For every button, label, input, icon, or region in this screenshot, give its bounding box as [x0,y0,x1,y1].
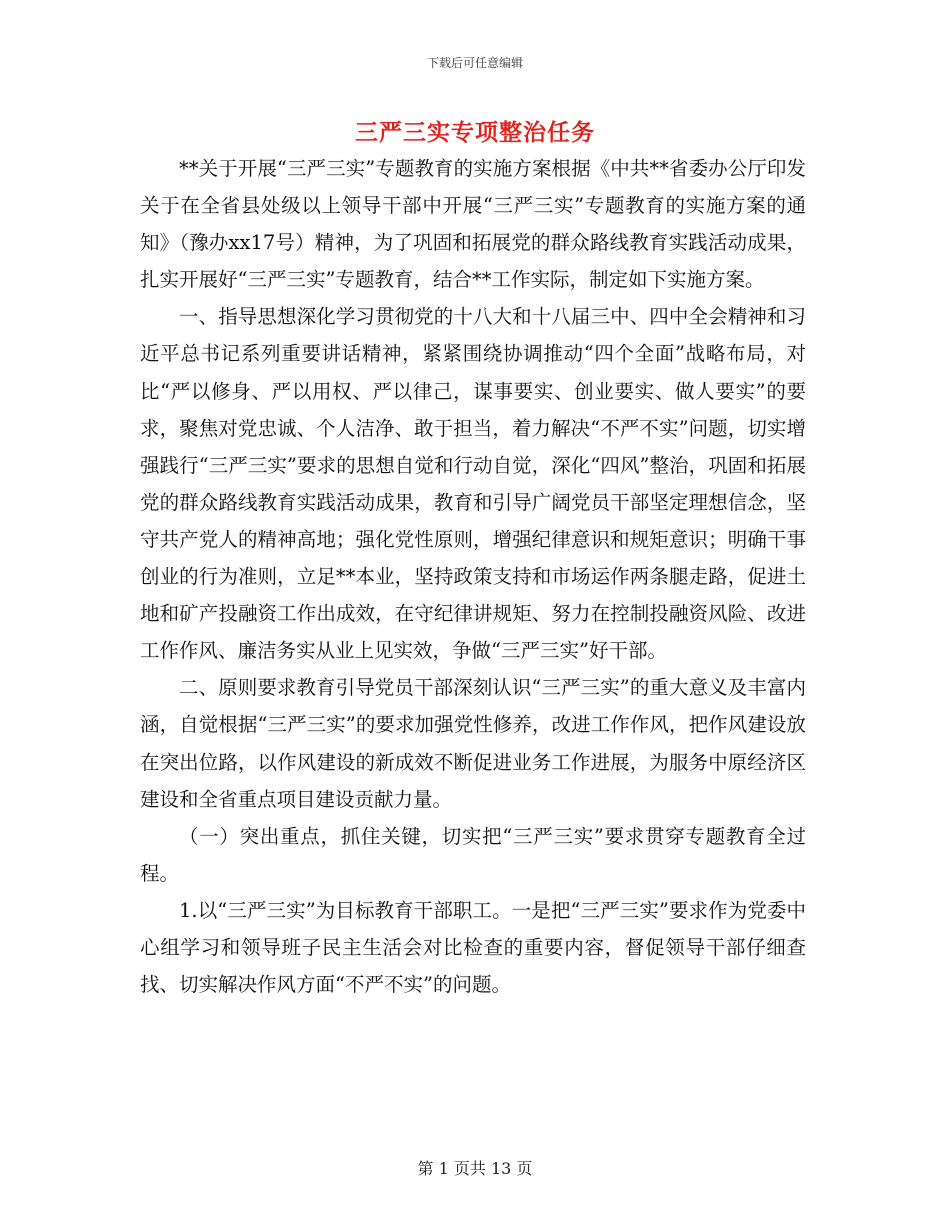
paragraph-intro: **关于开展“三严三实”专题教育的实施方案根据《中共**省委办公厅印发关于在全省县处级以上领导干部中开展“三严三实”专题教育的实施方案的通知》（豫办xx17号）精神，为了巩固和拓展党的群众路线教育实践活动成果，扎实开展好“三严三实”专题教育，结合**工作实际，制定如下实施方案。 [140,157,806,292]
document-body [140,150,806,1003]
paragraph-section-1: （一）突出重点，抓住关键，切实把“三严三实”要求贯穿专题教育全过程。 [140,824,806,885]
paragraph-item-1: 1.以“三严三实”为目标教育干部职工。一是把“三严三实”要求作为党委中心组学习和领导班子民主生活会对比检查的重要内容，督促领导干部仔细查找、切实解决作风方面“不严不实”的问题。 [140,898,806,997]
paragraph-principles: 二、原则要求教育引导党员干部深刻认识“三严三实”的重大意义及丰富内涵，自觉根据“三严三实”的要求加强党性修养，改进工作作风，把作风建设放在突出位路，以作风建设的新成效不断促进业务工作进展，为服务中原经济区建设和全省重点项目建设贡献力量。 [140,676,806,811]
document-title: 三严三实专项整治任务 [355,119,595,146]
page-header: 下载后可任意编辑 [426,56,523,70]
paragraph-guiding-ideology: 一、指导思想深化学习贯彻党的十八大和十八届三中、四中全会精神和习近平总书记系列重要讲话精神，紧紧围绕协调推动“四个全面”战略布局，对比“严以修身、严以用权、严以律己，谋事要实、创业要实、做人要实”的要求，聚焦对党忠诚、个人洁净、敢于担当，着力解决“不严不实”问题，切实增强践行“三严三实”要求的思想自觉和行动自觉，深化“四风”整治，巩固和拓展党的群众路线教育实践活动成果，教育和引导广阔党员干部坚定理想信念，坚守共产党人的精神高地；强化党性原则，增强纪律意识和规矩意识；明确干事创业的行为准则，立足**本业，坚持政策支持和市场运作两条腿走路，促进土地和矿产投融资工作出成效，在守纪律讲规矩、努力在控制投融资风险、改进工作作风、廉洁务实从业上见实效，争做“三严三实”好干部。 [140,305,806,663]
page-footer: 第 1 页共 13 页 [417,1159,533,1178]
